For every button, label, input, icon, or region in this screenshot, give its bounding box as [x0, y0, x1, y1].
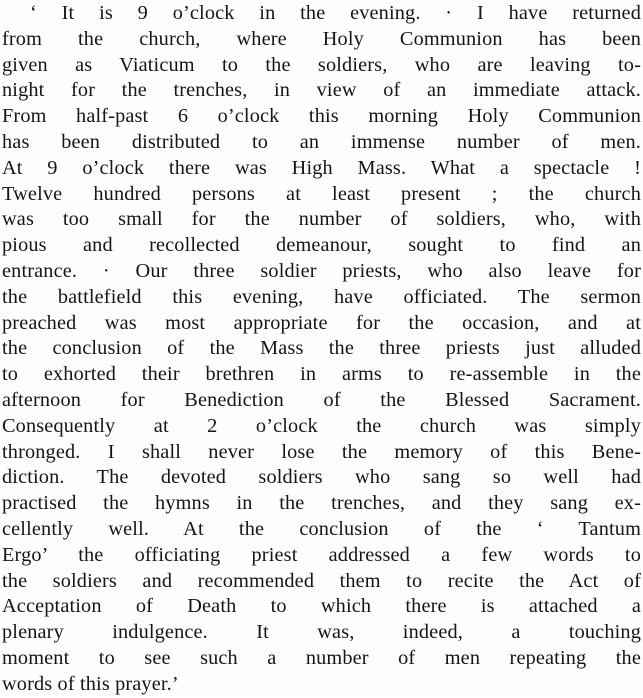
text-line: moment to see such a number of men repeating the [2, 646, 641, 669]
paragraph [2, 1, 641, 698]
text-line: has been distributed to an immense number of men. [2, 130, 641, 153]
text-line: Consequently at 2 o’clock the church was simply [2, 414, 641, 437]
text-line: given as Viaticum to the soldiers, who are leaving to- [2, 53, 641, 76]
text-line: From half-past 6 o’clock this morning Holy Communion [2, 105, 641, 128]
text-line: entrance. · Our three soldier priests, who also leave for [2, 259, 641, 282]
text-line: Ergo’ the officiating priest addressed a few words to [2, 543, 641, 566]
text-line: from the church, where Holy Communion has been [2, 27, 641, 50]
text-line: diction. The devoted soldiers who sang so well had [2, 466, 641, 489]
text-line: practised the hymns in the trenches, and they sang ex- [2, 492, 641, 515]
text-line: At 9 o’clock there was High Mass. What a spectacle ! [2, 156, 641, 179]
text-line: was too small for the number of soldiers, who, with [2, 208, 641, 231]
text-line: thronged. I shall never lose the memory of this Bene- [2, 440, 641, 463]
text-line: afternoon for Benediction of the Blessed Sacrament. [2, 388, 641, 411]
text-line: the conclusion of the Mass the three priests just alluded [2, 337, 641, 360]
text-line: words of this prayer.’ [2, 672, 179, 695]
text-line: night for the trenches, in view of an immediate attack. [2, 79, 641, 102]
text-line: the soldiers and recommended them to recite the Act of [2, 569, 641, 592]
text-line: pious and recollected demeanour, sought to find an [2, 234, 641, 257]
text-line: Acceptation of Death to which there is attached a [2, 595, 641, 618]
text-line: plenary indulgence. It was, indeed, a touching [2, 621, 641, 644]
text-line: the battlefield this evening, have officiated. The sermon [2, 285, 641, 308]
text-line: to exhorted their brethren in arms to re-assemble in the [2, 363, 641, 386]
text-line: cellently well. At the conclusion of the ‘ Tantum [2, 517, 641, 540]
text-line: Twelve hundred persons at least present ; the church [2, 182, 641, 205]
text-line: preached was most appropriate for the occasion, and at [2, 311, 641, 334]
text-line: ‘ It is 9 o’clock in the evening. · I have returned [30, 2, 641, 24]
